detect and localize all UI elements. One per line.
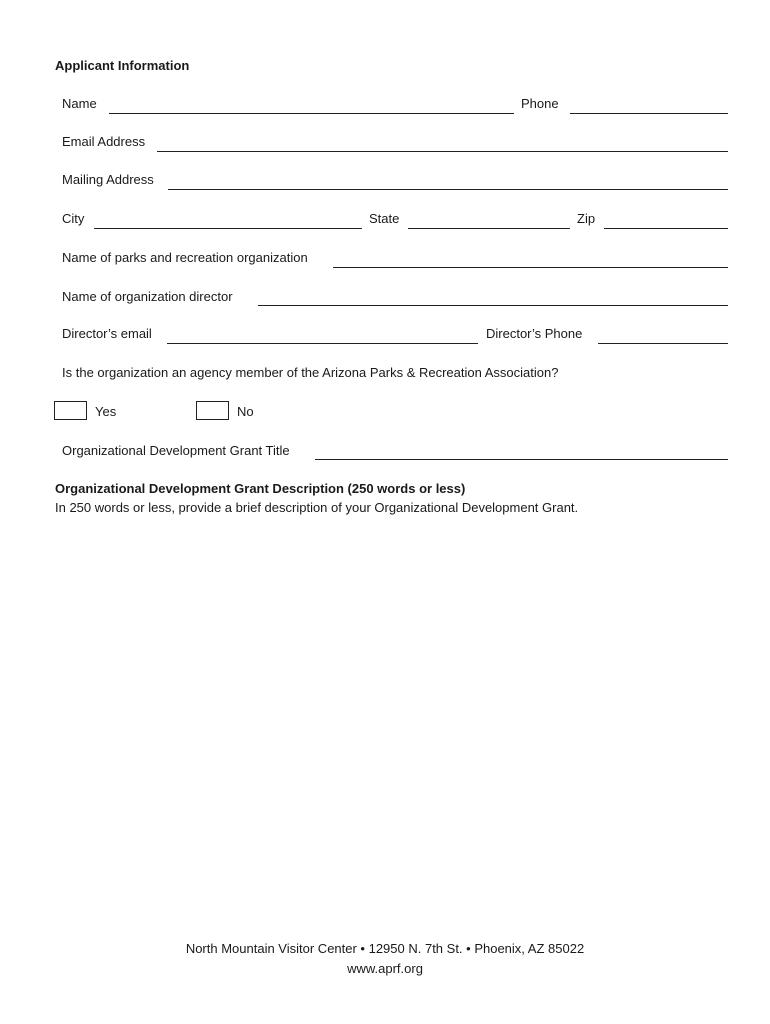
state-field[interactable] bbox=[408, 214, 570, 229]
footer-website: www.aprf.org bbox=[347, 961, 423, 976]
zip-field[interactable] bbox=[604, 214, 728, 229]
org-director-label: Name of organization director bbox=[62, 289, 233, 304]
phone-field[interactable] bbox=[570, 99, 728, 114]
director-phone-label: Director’s Phone bbox=[486, 326, 583, 341]
phone-label: Phone bbox=[521, 96, 559, 111]
state-label: State bbox=[369, 211, 400, 226]
no-label: No bbox=[237, 404, 254, 419]
email-label: Email Address bbox=[62, 134, 146, 149]
director-email-label: Director’s email bbox=[62, 326, 152, 341]
parks-org-label: Name of parks and recreation organization bbox=[62, 250, 308, 265]
director-phone-field[interactable] bbox=[598, 329, 728, 344]
city-field[interactable] bbox=[94, 214, 362, 229]
city-label: City bbox=[62, 211, 85, 226]
yes-label: Yes bbox=[95, 404, 117, 419]
footer-address: North Mountain Visitor Center • 12950 N. 7th St. • Phoenix, AZ 85022 bbox=[185, 941, 585, 956]
name-label: Name bbox=[62, 96, 97, 111]
director-email-field[interactable] bbox=[167, 329, 478, 344]
org-director-field[interactable] bbox=[258, 291, 728, 306]
parks-org-field[interactable] bbox=[333, 253, 728, 268]
yes-checkbox[interactable] bbox=[54, 401, 87, 420]
grant-description-instructions: In 250 words or less, provide a brief description of your Organizational Development Grant. bbox=[55, 500, 579, 515]
name-field[interactable] bbox=[109, 99, 514, 114]
grant-description-heading: Organizational Development Grant Description (250 words or less) bbox=[55, 481, 466, 496]
mailing-address-field[interactable] bbox=[168, 175, 728, 190]
no-checkbox[interactable] bbox=[196, 401, 229, 420]
mailing-address-label: Mailing Address bbox=[62, 172, 154, 187]
zip-label: Zip bbox=[577, 211, 596, 226]
grant-title-field[interactable] bbox=[315, 445, 728, 460]
membership-question: Is the organization an agency member of the Arizona Parks & Recreation Association? bbox=[62, 365, 559, 380]
section-title: Applicant Information bbox=[55, 58, 190, 73]
grant-title-label: Organizational Development Grant Title bbox=[62, 443, 290, 458]
email-field[interactable] bbox=[157, 137, 728, 152]
